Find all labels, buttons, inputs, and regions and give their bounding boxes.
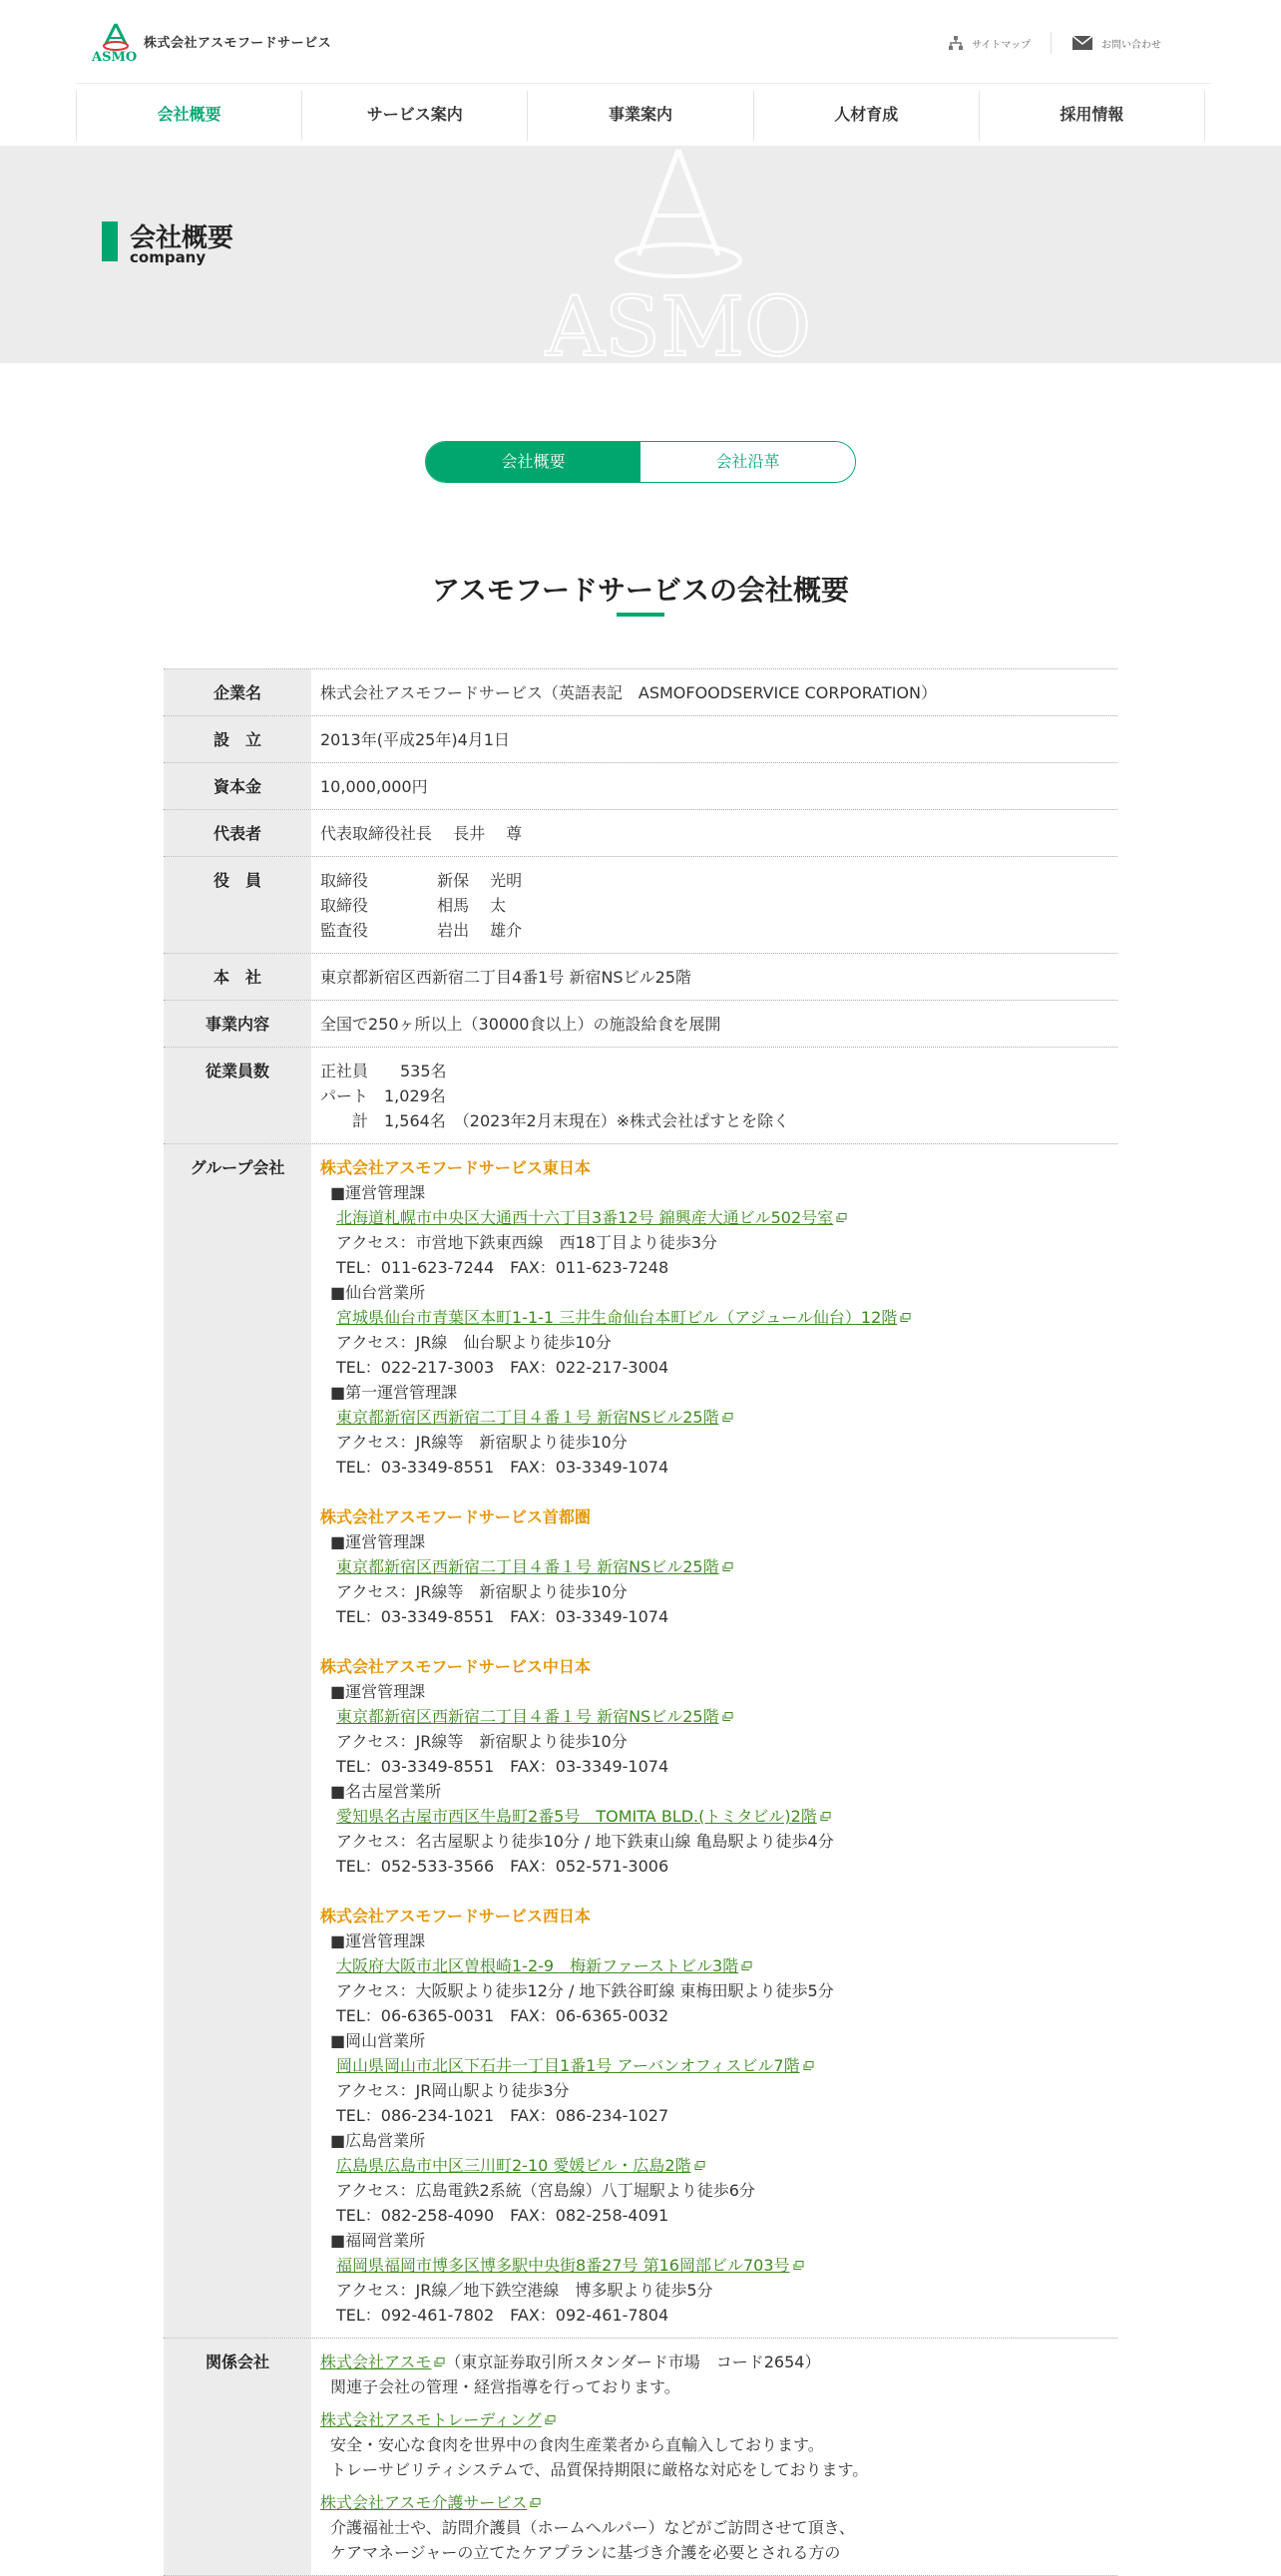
external-link-icon xyxy=(545,2415,556,2424)
office-access: アクセス：JR線等 新宿駅より徒歩10分 xyxy=(336,1582,628,1601)
related-company-link[interactable]: 株式会社アスモ介護サービス xyxy=(320,2493,528,2512)
office-address xyxy=(320,2053,1108,2078)
company-name: 株式会社アスモフードサービス xyxy=(144,36,332,51)
external-link-icon xyxy=(722,1712,733,1721)
content-tabs xyxy=(425,441,856,483)
external-link-icon xyxy=(434,2358,445,2366)
related-company-note: （東京証券取引所スタンダード市場 コード2654） xyxy=(445,2353,821,2371)
office-name: ■第一運営管理課 xyxy=(330,1383,458,1402)
row-header: 企業名 xyxy=(164,669,311,715)
spacer xyxy=(320,1629,1108,1654)
office-access: アクセス：JR線 仙台駅より徒歩10分 xyxy=(336,1333,612,1352)
nav-item-services[interactable]: サービス案内 xyxy=(302,91,528,141)
row-value: 東京都新宿区西新宿二丁目4番1号 新宿NSビル25階 xyxy=(320,968,691,987)
group-company-name: 株式会社アスモフードサービス中日本 xyxy=(320,1657,591,1676)
table-row xyxy=(164,810,1117,857)
office-address xyxy=(320,1953,1108,1978)
external-link-icon xyxy=(722,1413,733,1422)
office-access: アクセス：JR線／地下鉄空港線 博多駅より徒歩5分 xyxy=(336,2281,713,2300)
spacer xyxy=(320,1879,1108,1904)
office-access: アクセス：大阪駅より徒歩12分 / 地下鉄谷町線 東梅田駅より徒歩5分 xyxy=(336,1981,834,2000)
section-title-underline xyxy=(617,613,664,617)
office-tel: TEL：022-217-3003 FAX：022-217-3004 xyxy=(336,1358,669,1377)
nav-item-training[interactable]: 人材育成 xyxy=(754,91,980,141)
external-link-icon xyxy=(741,1961,752,1970)
site-header xyxy=(0,0,1281,84)
address-link[interactable]: 宮城県仙台市青葉区本町1-1-1 三井生命仙台本町ビル（アジュール仙台）12階 xyxy=(336,1308,898,1327)
address-link[interactable]: 北海道札幌市中央区大通西十六丁目3番12号 錦興産大通ビル502号室 xyxy=(336,1208,834,1227)
office-name: ■福岡営業所 xyxy=(330,2231,426,2250)
table-row xyxy=(164,1144,1117,2339)
related-company xyxy=(320,2350,1108,2399)
group-company-name: 株式会社アスモフードサービス西日本 xyxy=(320,1907,591,1926)
address-link[interactable]: 大阪府大阪市北区曽根崎1-2-9 梅新ファーストビル3階 xyxy=(336,1956,739,1975)
company-profile-table xyxy=(164,668,1117,2576)
related-company-desc: 安全・安心な食肉を世界中の食肉生産業者から直輸入しております。 xyxy=(330,2435,824,2454)
office-address xyxy=(320,1704,1108,1729)
office-address xyxy=(320,1405,1108,1430)
global-nav xyxy=(76,91,1205,141)
related-company xyxy=(320,2407,1108,2482)
related-company xyxy=(320,2490,1108,2565)
header-links xyxy=(928,28,1181,58)
office-access: アクセス：JR線等 新宿駅より徒歩10分 xyxy=(336,1433,628,1452)
nav-item-recruit[interactable]: 採用情報 xyxy=(980,91,1205,141)
address-link[interactable]: 東京都新宿区西新宿二丁目４番１号 新宿NSビル25階 xyxy=(336,1707,719,1726)
office-tel: TEL：011-623-7244 FAX：011-623-7248 xyxy=(336,1258,669,1277)
row-value: 2013年(平成25年)4月1日 xyxy=(320,730,510,749)
contact-link[interactable] xyxy=(1052,35,1181,51)
mail-icon xyxy=(1071,35,1093,51)
row-value: 代表取締役社長 長井 尊 xyxy=(320,824,523,843)
row-header: 従業員数 xyxy=(164,1048,311,1143)
office-address xyxy=(320,2153,1108,2178)
office-name: ■岡山営業所 xyxy=(330,2031,426,2050)
office-address xyxy=(320,1554,1108,1579)
related-company-desc: 介護福祉士や、訪問介護員（ホームヘルパー）などがご訪問させて頂き、 xyxy=(330,2518,855,2537)
office-address xyxy=(320,2253,1108,2278)
row-value xyxy=(311,1048,1117,1143)
office-tel: TEL：092-461-7802 FAX：092-461-7804 xyxy=(336,2306,669,2325)
section-title: アスモフードサービスの会社概要 xyxy=(431,574,850,607)
row-header: 設 立 xyxy=(164,716,311,762)
address-link[interactable]: 福岡県福岡市博多区博多駅中央街8番27号 第16岡部ビル703号 xyxy=(336,2256,790,2275)
office-tel: TEL：052-533-3566 FAX：052-571-3006 xyxy=(336,1857,669,1876)
office-address xyxy=(320,1205,1108,1230)
header-divider-line xyxy=(76,83,1211,84)
related-company-link[interactable]: 株式会社アスモ xyxy=(320,2353,432,2371)
page-title: 会社概要 xyxy=(130,223,234,253)
office-access: アクセス：JR岡山駅より徒歩3分 xyxy=(336,2081,570,2100)
row-header: グループ会社 xyxy=(164,1144,311,2338)
sitemap-label: サイトマップ xyxy=(972,39,1031,51)
office-name: ■名古屋営業所 xyxy=(330,1782,442,1801)
employee-line: 正社員 535名 xyxy=(320,1062,447,1080)
row-value: 株式会社アスモフードサービス（英語表記 ASMOFOODSERVICE CORPORATION） xyxy=(320,683,937,702)
sitemap-link[interactable] xyxy=(928,35,1051,51)
logo-text: ASMO xyxy=(92,50,138,65)
external-link-icon xyxy=(803,2061,814,2070)
office-tel: TEL：086-234-1021 FAX：086-234-1027 xyxy=(336,2106,669,2125)
office-name: ■広島営業所 xyxy=(330,2131,426,2150)
related-company-desc: トレーサビリティシステムで、品質保持期限に厳格な対応をしております。 xyxy=(330,2460,869,2479)
tab-company-history[interactable]: 会社沿革 xyxy=(640,442,855,482)
office-name: ■運営管理課 xyxy=(330,1682,426,1701)
office-name: ■運営管理課 xyxy=(330,1183,426,1202)
officer-line: 取締役 新保 光明 xyxy=(320,871,523,890)
table-row xyxy=(164,954,1117,1001)
office-access: アクセス：JR線等 新宿駅より徒歩10分 xyxy=(336,1732,628,1751)
related-companies xyxy=(311,2339,1117,2575)
external-link-icon xyxy=(836,1213,847,1222)
external-link-icon xyxy=(820,1812,831,1821)
table-row xyxy=(164,669,1117,716)
nav-item-company[interactable]: 会社概要 xyxy=(76,91,302,141)
office-name: ■運営管理課 xyxy=(330,1532,426,1551)
row-header: 本 社 xyxy=(164,954,311,1000)
office-address xyxy=(320,1804,1108,1829)
row-value: 10,000,000円 xyxy=(320,777,428,796)
office-tel: TEL：03-3349-8551 FAX：03-3349-1074 xyxy=(336,1607,669,1626)
office-tel: TEL：03-3349-8551 FAX：03-3349-1074 xyxy=(336,1757,669,1776)
external-link-icon xyxy=(900,1313,911,1322)
row-value xyxy=(311,857,1117,953)
external-link-icon xyxy=(793,2261,804,2270)
page-subtitle: company xyxy=(130,248,207,266)
spacer xyxy=(320,1480,1108,1504)
related-company-desc: 関連子会社の管理・経営指導を行っております。 xyxy=(330,2377,680,2396)
officer-line: 監査役 岩出 雄介 xyxy=(320,921,523,940)
office-name: ■運営管理課 xyxy=(330,1932,426,1950)
row-header: 関係会社 xyxy=(164,2339,311,2575)
group-company-name: 株式会社アスモフードサービス東日本 xyxy=(320,1158,591,1177)
office-name: ■仙台営業所 xyxy=(330,1283,426,1302)
officer-line: 取締役 相馬 太 xyxy=(320,896,507,915)
row-header: 役 員 xyxy=(164,857,311,953)
related-company-desc: ケアマネージャーの立てたケアプランに基づき介護を必要とされる方の xyxy=(330,2543,841,2562)
group-companies xyxy=(311,1144,1117,2338)
office-access: アクセス：市営地下鉄東西線 西18丁目より徒歩3分 xyxy=(336,1233,718,1252)
address-link[interactable]: 愛知県名古屋市西区牛島町2番5号 TOMITA BLD.(トミタビル)2階 xyxy=(336,1807,817,1826)
watermark-text: ASMO xyxy=(545,280,812,363)
row-value: 全国で250ヶ所以上（30000食以上）の施設給食を展開 xyxy=(320,1015,721,1034)
address-link[interactable]: 東京都新宿区西新宿二丁目４番１号 新宿NSビル25階 xyxy=(336,1408,719,1427)
external-link-icon xyxy=(694,2161,705,2170)
office-access: アクセス：名古屋駅より徒歩10分 / 地下鉄東山線 亀島駅より徒歩4分 xyxy=(336,1832,834,1851)
office-address xyxy=(320,1305,1108,1330)
table-row xyxy=(164,2339,1117,2576)
employee-line: パート 1,029名 xyxy=(320,1086,446,1105)
address-link[interactable]: 岡山県岡山市北区下石井一丁目1番1号 アーバンオフィスビル7階 xyxy=(336,2056,800,2075)
nav-item-business[interactable]: 事業案内 xyxy=(528,91,753,141)
table-row xyxy=(164,1048,1117,1144)
office-tel: TEL：082-258-4090 FAX：082-258-4091 xyxy=(336,2206,669,2225)
sitemap-icon xyxy=(948,35,964,51)
address-link[interactable]: 広島県広島市中区三川町2-10 愛媛ビル・広島2階 xyxy=(336,2156,691,2175)
page-hero xyxy=(0,146,1281,363)
office-tel: TEL：06-6365-0031 FAX：06-6365-0032 xyxy=(336,2006,669,2025)
address-link[interactable]: 東京都新宿区西新宿二丁目４番１号 新宿NSビル25階 xyxy=(336,1557,719,1576)
row-header: 資本金 xyxy=(164,763,311,809)
asmo-watermark-logo xyxy=(529,146,828,363)
table-row xyxy=(164,716,1117,763)
external-link-icon xyxy=(722,1562,733,1571)
office-access: アクセス：広島電鉄2系統（宮島線）八丁堀駅より徒歩6分 xyxy=(336,2181,755,2200)
contact-label: お問い合わせ xyxy=(1101,39,1161,51)
row-header: 事業内容 xyxy=(164,1001,311,1047)
related-company-link[interactable]: 株式会社アスモトレーディング xyxy=(320,2410,542,2429)
employee-line: 計 1,564名 （2023年2月末現在）※株式会社ぱすとを除く xyxy=(320,1111,790,1130)
table-row xyxy=(164,857,1117,954)
office-tel: TEL：03-3349-8551 FAX：03-3349-1074 xyxy=(336,1458,669,1477)
table-row xyxy=(164,763,1117,810)
external-link-icon xyxy=(530,2498,541,2507)
title-accent-bar xyxy=(102,221,118,261)
site-logo[interactable] xyxy=(92,22,332,66)
table-row xyxy=(164,1001,1117,1048)
group-company-name: 株式会社アスモフードサービス首都圏 xyxy=(320,1507,591,1526)
row-header: 代表者 xyxy=(164,810,311,856)
tab-company-profile[interactable]: 会社概要 xyxy=(426,442,640,482)
